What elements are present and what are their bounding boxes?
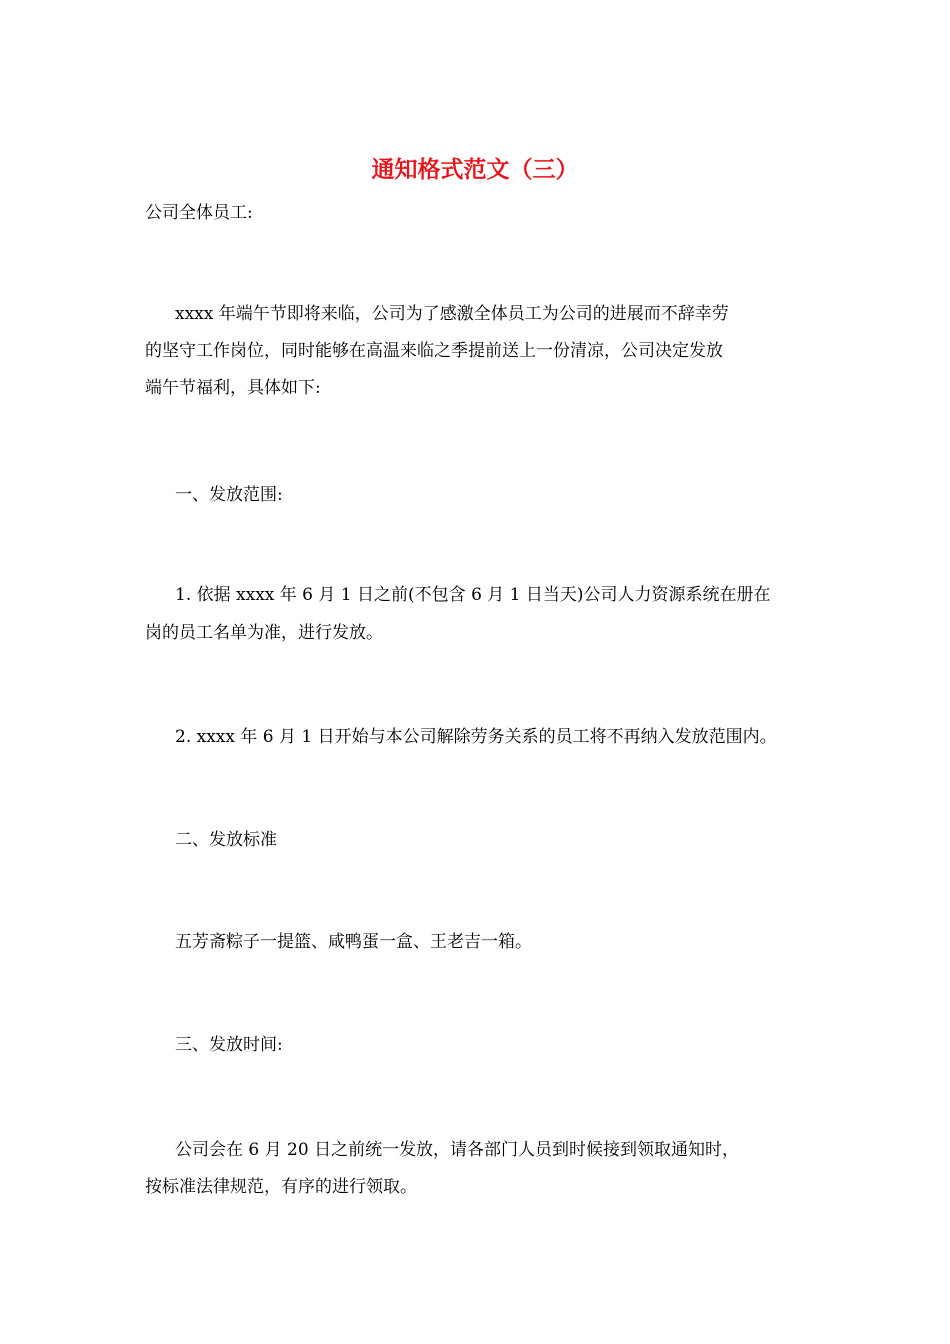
item1-line-2: 岗的员工名单为准，进行发放。: [145, 623, 383, 643]
item2: 2. xxxx 年 6 月 1 日开始与本公司解除劳务关系的员工将不再纳入发放范围内。: [175, 727, 777, 747]
item1-line-1: 1. 依据 xxxx 年 6 月 1 日之前(不包含 6 月 1 日当天)公司人力资源系统在册在: [175, 585, 771, 605]
intro-line-2: 的坚守工作岗位，同时能够在高温来临之季提前送上一份清凉，公司决定发放: [145, 341, 723, 361]
intro-line-3: 端午节福利，具体如下:: [145, 378, 321, 398]
section2-heading: 二、发放标准: [175, 830, 277, 850]
section3-heading: 三、发放时间:: [175, 1035, 283, 1055]
time-line-1: 公司会在 6 月 20 日之前统一发放，请各部门人员到时候接到领取通知时，: [175, 1140, 740, 1160]
document-title: 通知格式范文（三）: [371, 156, 579, 183]
standard-text: 五芳斋粽子一提篮、咸鸭蛋一盒、王老吉一箱。: [175, 932, 532, 952]
section1-heading: 一、发放范围:: [175, 485, 283, 505]
intro-line-1: xxxx 年端午节即将来临，公司为了感激全体员工为公司的进展而不辞幸劳: [175, 304, 729, 324]
salutation: 公司全体员工:: [145, 203, 253, 223]
time-line-2: 按标准法律规范，有序的进行领取。: [145, 1177, 417, 1197]
